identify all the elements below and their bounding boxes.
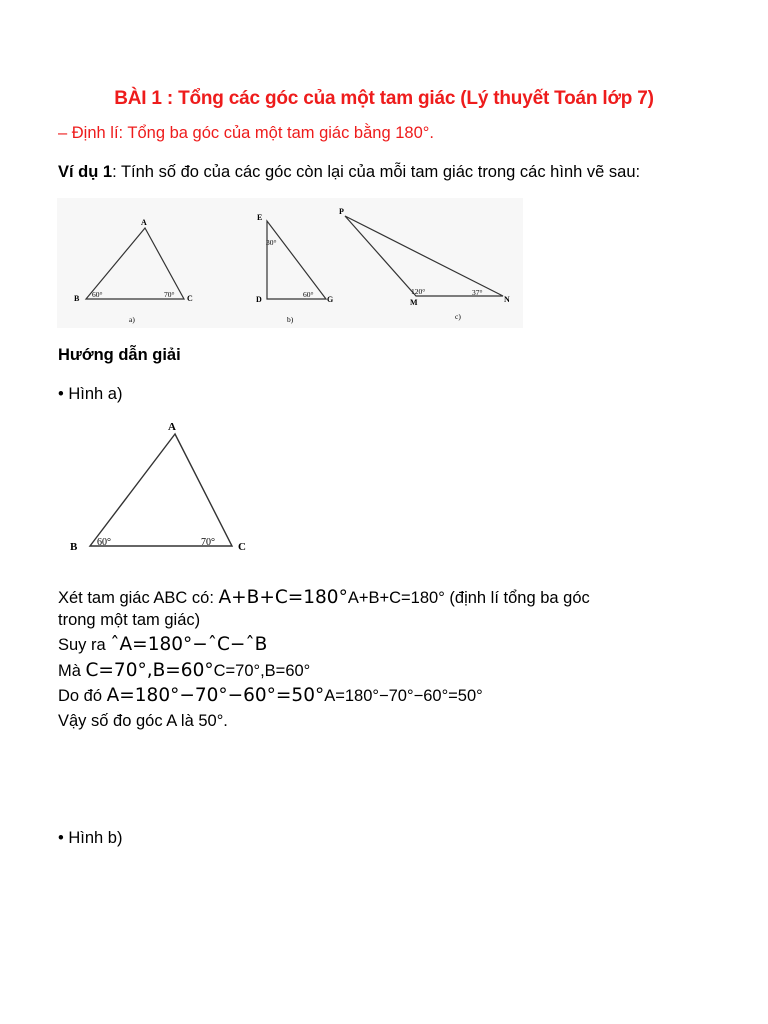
solution-line-4	[58, 660, 310, 681]
triangle-c	[339, 207, 510, 321]
vertex-P-label: P	[339, 207, 344, 216]
vertex-B-label: B	[70, 541, 78, 553]
result-formula-plain: A=180°−70°−60°=50°	[324, 687, 483, 705]
vertex-A-label: A	[168, 421, 176, 433]
solution-line-1-suffix: (định lí tổng ba góc	[444, 589, 590, 607]
angle-sum-formula: A+B+C=180°	[218, 587, 348, 608]
vertex-E-label: E	[257, 213, 263, 222]
triangle-a	[74, 218, 193, 324]
angle-a-formula: ˆA=180°−ˆC−ˆB	[110, 634, 268, 655]
given-angles-formula: C=70°,B=60°	[85, 660, 214, 681]
vertex-B-label: B	[74, 294, 80, 303]
solution-line-5-prefix: Do đó	[58, 687, 107, 705]
vertex-A-label: A	[141, 218, 147, 227]
given-angles-plain: C=70°,B=60°	[213, 662, 311, 680]
example-text: : Tính số đo của các góc còn lại của mỗi tam giác trong các hình vẽ sau:	[112, 163, 641, 181]
example-label: Ví dụ 1	[58, 163, 113, 181]
angle-C-label: 70°	[164, 290, 175, 299]
vertex-C-label: C	[238, 541, 246, 553]
caption-b: b)	[287, 315, 294, 324]
angle-sum-formula-plain: A+B+C=180°	[347, 589, 445, 607]
angle-B-label: 60°	[97, 537, 111, 548]
vertex-M-label: M	[410, 298, 418, 307]
solution-conclusion: Vậy số đo góc A là 50°.	[58, 712, 228, 730]
figure-a-large	[60, 418, 260, 558]
solution-line-4-prefix: Mà	[58, 662, 86, 680]
example-line	[58, 163, 640, 182]
bullet-figure-a: • Hình a)	[58, 385, 123, 403]
result-formula: A=180°−70°−60°=50°	[106, 685, 325, 706]
example-figures	[57, 198, 523, 328]
solution-line-1-prefix: Xét tam giác ABC có:	[58, 589, 219, 607]
solution-line-2: trong một tam giác)	[58, 611, 201, 629]
angle-M-label: 120°	[411, 287, 426, 296]
page-title: BÀI 1 : Tổng các góc của một tam giác (Lý thuyết Toán lớp 7)	[114, 88, 654, 109]
caption-c: c)	[455, 312, 461, 321]
angle-N-label: 37°	[472, 288, 483, 297]
bullet-figure-b: • Hình b)	[58, 829, 123, 847]
angle-C-label: 70°	[201, 537, 215, 548]
solution-heading: Hướng dẫn giải	[58, 346, 181, 364]
angle-B-label: 60°	[92, 290, 103, 299]
vertex-D-label: D	[256, 295, 262, 304]
theorem-text: – Định lí: Tổng ba góc của một tam giác bằng 180°.	[58, 124, 434, 142]
solution-line-3	[58, 634, 267, 655]
vertex-N-label: N	[504, 295, 510, 304]
vertex-G-label: G	[327, 295, 334, 304]
caption-a: a)	[129, 315, 135, 324]
solution-line-3-prefix: Suy ra	[58, 636, 111, 654]
triangle-b	[256, 213, 333, 324]
solution-line-1	[58, 587, 590, 608]
solution-line-5	[58, 685, 483, 706]
angle-E-label: 30°	[266, 238, 277, 247]
vertex-C-label: C	[187, 294, 193, 303]
angle-G-label: 60°	[303, 290, 314, 299]
triangle-abc-figure	[60, 418, 260, 558]
triangles-figure	[57, 198, 523, 328]
